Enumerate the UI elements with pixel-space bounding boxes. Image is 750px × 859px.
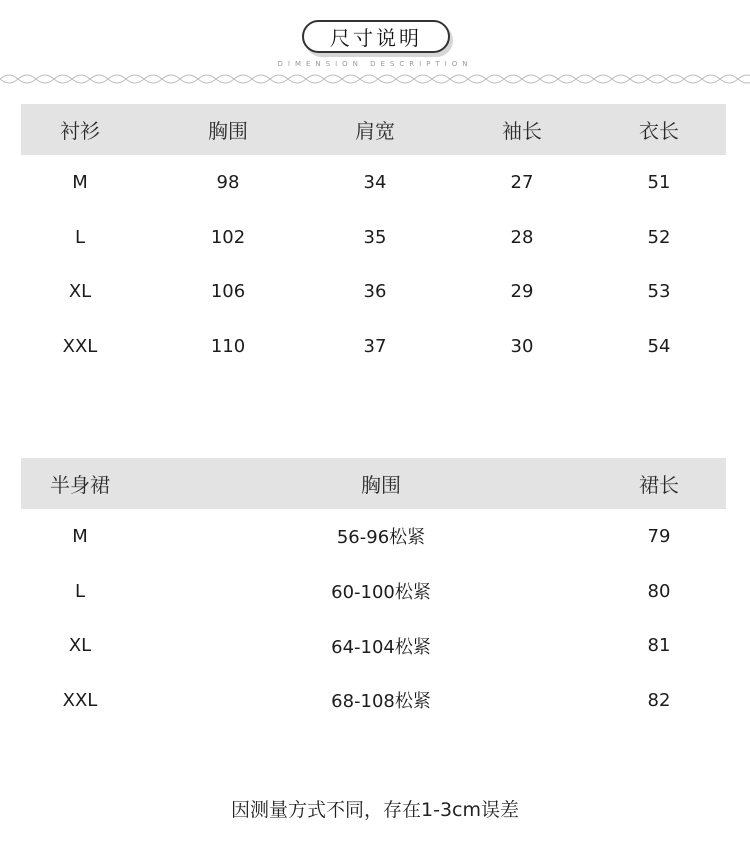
length-cell: 51	[647, 171, 671, 193]
chest-cell: 60-100松紧	[331, 582, 431, 604]
decorative-wave-divider	[0, 66, 750, 92]
table-row	[21, 264, 726, 319]
skirt-table-header	[21, 458, 726, 509]
length-cell: 54	[647, 335, 671, 357]
chest-cell: 98	[216, 171, 240, 193]
skirt-length-cell: 79	[647, 525, 671, 547]
header-cell-skirt-length: 裙长	[639, 473, 679, 497]
chest-cell: 106	[210, 281, 246, 303]
size-cell: XXL	[62, 689, 98, 711]
shirt-size-table	[21, 104, 726, 374]
skirt-length-cell: 82	[647, 689, 671, 711]
sleeve-cell: 27	[510, 171, 534, 193]
header-cell-chest: 胸围	[208, 119, 248, 143]
measurement-note: 因测量方式不同，存在1-3cm误差	[231, 799, 519, 821]
shoulder-cell: 36	[363, 281, 387, 303]
length-cell: 53	[647, 281, 671, 303]
shoulder-cell: 37	[363, 335, 387, 357]
table-row	[21, 155, 726, 210]
skirt-size-table	[21, 458, 726, 728]
sleeve-cell: 30	[510, 335, 534, 357]
page-title: 尺寸说明	[302, 20, 450, 53]
header-cell-sleeve: 袖长	[502, 119, 542, 143]
chest-cell: 56-96松紧	[336, 527, 426, 549]
shirt-table-header	[21, 104, 726, 155]
header-cell-length: 衣长	[639, 119, 679, 143]
sleeve-cell: 29	[510, 281, 534, 303]
table-row	[21, 509, 726, 564]
header-cell-skirt: 半身裙	[50, 473, 110, 497]
chest-cell: 110	[210, 335, 246, 357]
sleeve-cell: 28	[510, 226, 534, 248]
header-cell-shirt: 衬衫	[60, 119, 100, 143]
shoulder-cell: 35	[363, 226, 387, 248]
size-cell: XL	[68, 281, 92, 303]
size-cell: XL	[68, 635, 92, 657]
size-cell: XXL	[62, 335, 98, 357]
table-row	[21, 673, 726, 728]
page-subtitle: DIMENSION DESCRIPTION	[277, 60, 473, 68]
shoulder-cell: 34	[363, 171, 387, 193]
table-row	[21, 618, 726, 673]
chest-cell: 64-104松紧	[331, 636, 431, 658]
table-row	[21, 319, 726, 374]
table-row	[21, 210, 726, 265]
header-cell-shoulder: 肩宽	[355, 119, 395, 143]
size-cell: M	[72, 171, 88, 193]
skirt-length-cell: 81	[647, 635, 671, 657]
table-row	[21, 564, 726, 619]
chest-cell: 102	[210, 226, 246, 248]
skirt-length-cell: 80	[647, 580, 671, 602]
length-cell: 52	[647, 226, 671, 248]
chest-cell: 68-108松紧	[331, 691, 431, 713]
header-cell-chest: 胸围	[361, 473, 401, 497]
size-cell: L	[74, 226, 86, 248]
size-cell: L	[74, 580, 86, 602]
size-cell: M	[72, 525, 88, 547]
